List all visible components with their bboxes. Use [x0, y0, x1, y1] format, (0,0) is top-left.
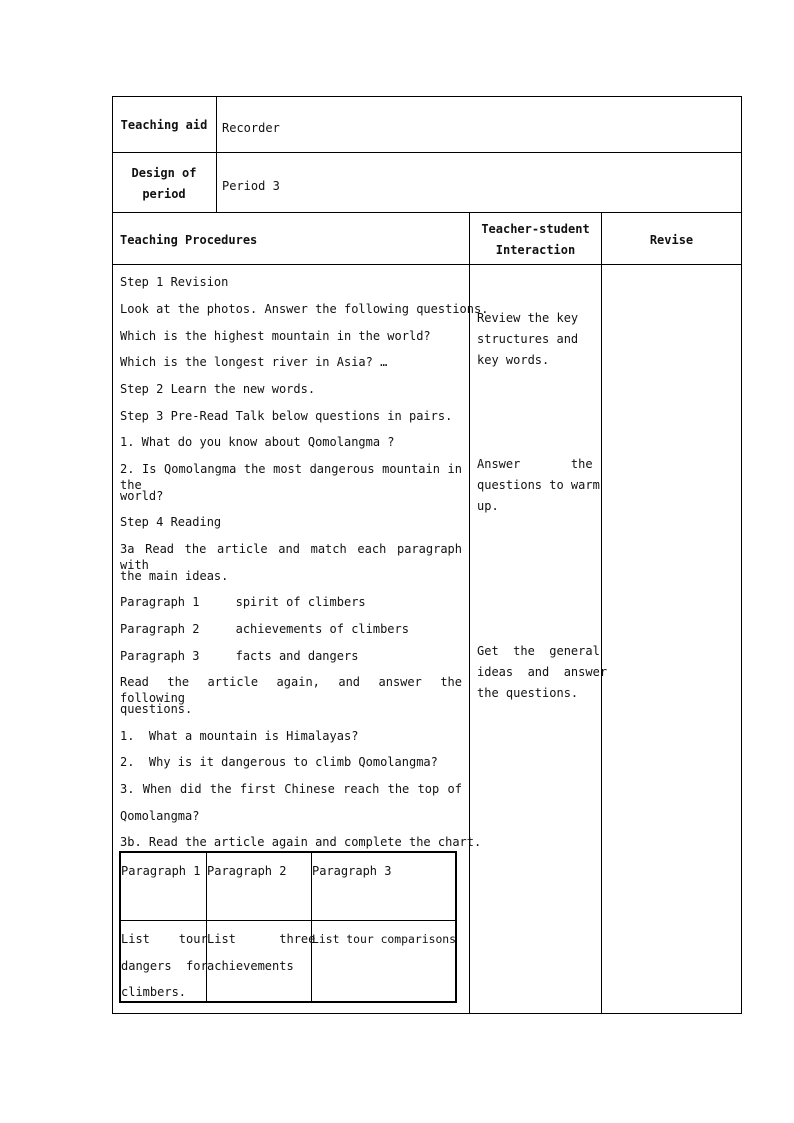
design-value: Period 3 [222, 179, 280, 193]
chart-header-paragraph-1: Paragraph 1 [121, 864, 201, 878]
procedure-line: world? [120, 489, 164, 503]
chart-cell-line: List tour comparisons [312, 932, 457, 946]
chart-cell-line: achievements [207, 959, 294, 973]
divider [112, 264, 742, 265]
procedure-line: the main ideas. [120, 569, 229, 583]
teaching-aid-label: Teaching aid [120, 118, 208, 132]
interaction-header-line1: Teacher-student [481, 222, 590, 236]
interaction-line: the questions. [477, 686, 579, 700]
interaction-line: Answer the [477, 457, 593, 471]
procedure-line: 2. Is Qomolangma the most dangerous mountain in the [120, 462, 462, 492]
procedure-line: 1. What a mountain is Himalayas? [120, 729, 359, 743]
chart-cell-line: climbers. [121, 985, 187, 999]
procedure-line: Step 1 Revision [120, 275, 229, 289]
design-label-line1: Design of [131, 166, 197, 180]
revise-header: Revise [649, 233, 694, 247]
interaction-line: Review the key [477, 311, 579, 325]
interaction-line: ideas and answer [477, 665, 608, 679]
design-label-line2: period [142, 187, 186, 201]
divider [112, 152, 742, 153]
procedure-line: Paragraph 1 spirit of climbers [120, 595, 366, 609]
chart-header-paragraph-2: Paragraph 2 [207, 864, 287, 878]
procedure-line: 3a Read the article and match each paragraph with [120, 542, 462, 572]
procedure-line: Qomolangma? [120, 809, 200, 823]
procedure-line: Look at the photos. Answer the following questions. [120, 302, 489, 316]
procedure-line: Step 2 Learn the new words. [120, 382, 316, 396]
interaction-line: questions to warm [477, 478, 600, 492]
interaction-header-line2: Interaction [495, 243, 576, 257]
procedure-line: Step 4 Reading [120, 515, 222, 529]
procedures-header: Teaching Procedures [120, 233, 258, 247]
procedure-line: 3b. Read the article again and complete the chart. [120, 835, 482, 849]
chart-cell-line: List three [207, 932, 316, 946]
interaction-line: Get the general [477, 644, 600, 658]
procedure-line: Paragraph 2 achievements of climbers [120, 622, 409, 636]
procedure-line: questions. [120, 702, 193, 716]
procedure-line: Read the article again, and answer the following [120, 675, 462, 705]
teaching-aid-value: Recorder [222, 121, 280, 135]
interaction-line: structures and [477, 332, 579, 346]
procedure-line: 1. What do you know about Qomolangma ? [120, 435, 395, 449]
procedure-line: 2. Why is it dangerous to climb Qomolangma? [120, 755, 438, 769]
procedure-line: 3. When did the first Chinese reach the top of [120, 782, 462, 796]
interaction-line: up. [477, 499, 499, 513]
procedure-line: Which is the highest mountain in the world? [120, 329, 431, 343]
divider [216, 96, 217, 213]
divider [469, 212, 470, 1014]
divider [601, 212, 602, 1014]
divider [112, 212, 742, 213]
interaction-line: key words. [477, 353, 550, 367]
chart-cell-line: List tour [121, 932, 208, 946]
procedure-line: Step 3 Pre-Read Talk below questions in pairs. [120, 409, 453, 423]
divider [121, 920, 455, 921]
chart-cell-line: dangers for [121, 959, 208, 973]
procedure-line: Which is the longest river in Asia? … [120, 355, 388, 369]
procedure-line: Paragraph 3 facts and dangers [120, 649, 359, 663]
chart-header-paragraph-3: Paragraph 3 [312, 864, 392, 878]
